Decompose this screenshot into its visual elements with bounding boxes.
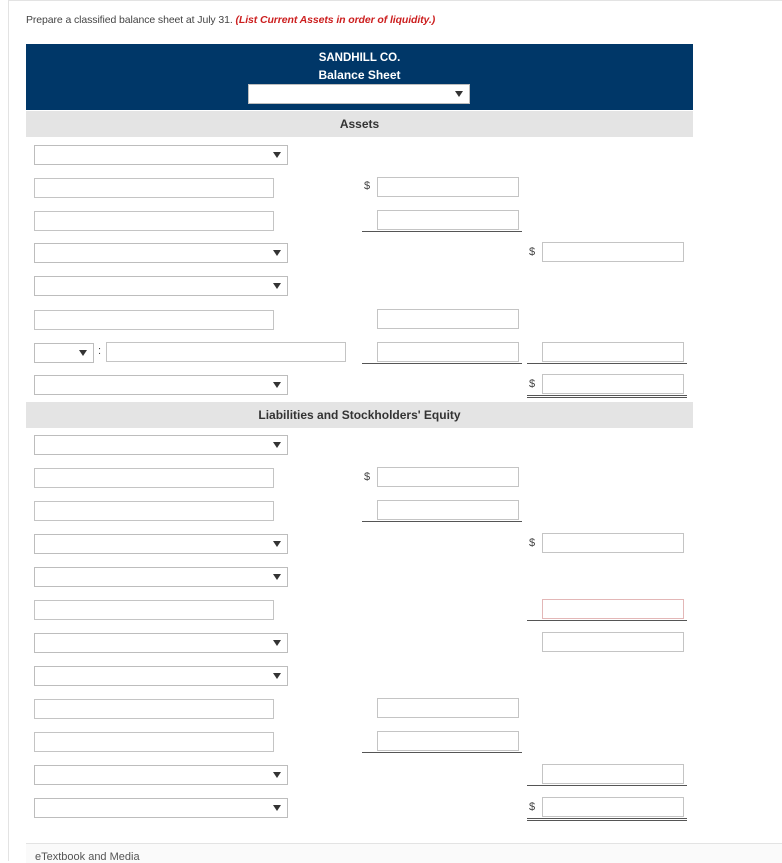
double-rule <box>527 818 687 821</box>
total-liabilities-equity-input[interactable] <box>542 797 684 817</box>
statement-header <box>26 44 693 110</box>
double-rule <box>527 395 687 398</box>
equity-item-input[interactable] <box>34 732 274 752</box>
asset-item-input[interactable] <box>34 310 274 330</box>
liability-item-input[interactable] <box>34 501 274 521</box>
asset-item-input[interactable] <box>34 211 274 231</box>
date-dropdown[interactable] <box>248 84 470 104</box>
dollar-sign: $ <box>364 180 371 192</box>
dollar-sign: $ <box>529 801 536 813</box>
subtotal-rule <box>362 521 522 522</box>
colon-separator: : <box>98 345 102 357</box>
asset-total-input[interactable] <box>542 242 684 262</box>
net-amount-input[interactable] <box>542 342 684 362</box>
total-assets-dropdown[interactable] <box>34 375 288 395</box>
equity-amount-input[interactable] <box>377 698 519 718</box>
liability-amount-input[interactable] <box>377 467 519 487</box>
total-liabilities-equity-dropdown[interactable] <box>34 798 288 818</box>
equity-category-dropdown[interactable] <box>34 666 288 686</box>
subtotal-rule <box>362 752 522 753</box>
total-liabilities-input[interactable] <box>542 632 684 652</box>
statement-title: Balance Sheet <box>318 68 401 82</box>
company-name: SANDHILL CO. <box>318 52 401 64</box>
subtotal-rule <box>362 231 522 232</box>
dollar-sign: $ <box>529 537 536 549</box>
instructions <box>26 14 435 26</box>
assets-category-dropdown[interactable] <box>34 276 288 296</box>
liability-total-label-dropdown[interactable] <box>34 534 288 554</box>
subtotal-rule <box>527 620 687 621</box>
asset-amount-input[interactable] <box>377 210 519 230</box>
liability-amount-input[interactable] <box>542 599 684 619</box>
total-equity-input[interactable] <box>542 764 684 784</box>
contra-amount-input[interactable] <box>377 342 519 362</box>
footer-bar <box>26 843 782 863</box>
dollar-sign: $ <box>529 378 536 390</box>
liability-amount-input[interactable] <box>377 500 519 520</box>
equity-amount-input[interactable] <box>377 731 519 751</box>
instructions-hint: (List Current Assets in order of liquidity.) <box>235 14 436 26</box>
asset-item-input[interactable] <box>34 178 274 198</box>
total-liabilities-dropdown[interactable] <box>34 633 288 653</box>
dollar-sign: $ <box>529 246 536 258</box>
liability-item-input[interactable] <box>34 600 274 620</box>
subtotal-rule <box>527 363 687 364</box>
asset-amount-input[interactable] <box>377 309 519 329</box>
instructions-text: Prepare a classified balance sheet at July 31. <box>26 14 233 26</box>
equity-item-input[interactable] <box>34 699 274 719</box>
liabilities-section-heading: Liabilities and Stockholders' Equity <box>26 402 693 428</box>
assets-category-dropdown[interactable] <box>34 145 288 165</box>
etextbook-link[interactable]: eTextbook and Media <box>35 851 140 863</box>
subtotal-rule <box>362 363 522 364</box>
contra-asset-input[interactable] <box>106 342 346 362</box>
asset-total-label-dropdown[interactable] <box>34 243 288 263</box>
dollar-sign: $ <box>364 471 371 483</box>
total-assets-input[interactable] <box>542 374 684 394</box>
less-dropdown[interactable] <box>34 343 94 363</box>
total-equity-dropdown[interactable] <box>34 765 288 785</box>
liability-item-input[interactable] <box>34 468 274 488</box>
liabilities-category-dropdown[interactable] <box>34 567 288 587</box>
assets-section-heading: Assets <box>26 111 693 137</box>
liabilities-category-dropdown[interactable] <box>34 435 288 455</box>
liability-total-input[interactable] <box>542 533 684 553</box>
subtotal-rule <box>527 785 687 786</box>
asset-amount-input[interactable] <box>377 177 519 197</box>
